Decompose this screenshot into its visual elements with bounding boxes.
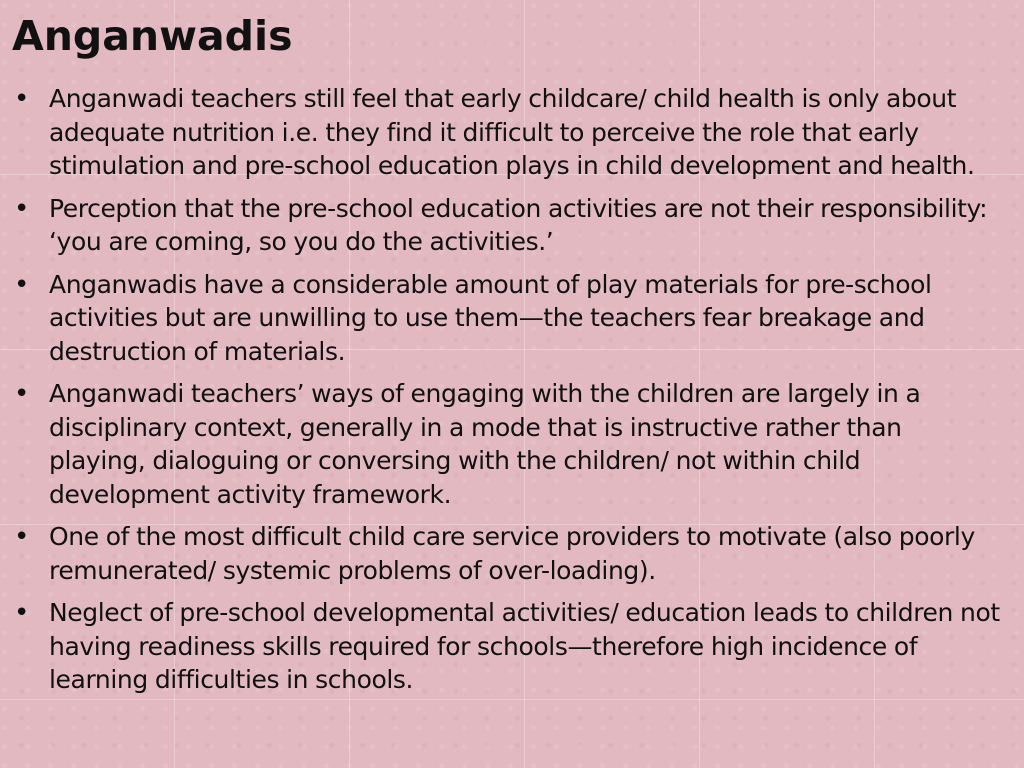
bullet-item-1 xyxy=(14,82,1004,183)
bullet-dot-icon: • xyxy=(14,269,30,300)
bullet-text: Anganwadis have a considerable amount of play materials for pre-school activities but are unwilling to use them—the teachers fear breakage and destruction of materials. xyxy=(49,269,932,366)
bullet-list xyxy=(14,82,1004,706)
bullet-text: Anganwadi teachers’ ways of engaging with the children are largely in a disciplinary context, generally in a mode that is instructive rather than playing, dialoguing or conversing with the children/ not within child development activity framework. xyxy=(49,379,921,509)
bullet-item-6 xyxy=(14,596,1004,697)
bullet-text: Perception that the pre-school education activities are not their responsibility: ‘you are coming, so you do the activities.’ xyxy=(49,193,988,256)
bullet-dot-icon: • xyxy=(14,522,30,552)
bullet-text: Neglect of pre-school developmental activities/ education leads to children not having readiness skills required for schools—therefore high incidence of learning difficulties in schools. xyxy=(49,598,1000,694)
bullet-item-2 xyxy=(14,192,1004,259)
bullet-dot-icon: • xyxy=(14,84,30,114)
bullet-dot-icon: • xyxy=(14,379,30,409)
bullet-item-4 xyxy=(14,377,1004,511)
slide-title: Anganwadis xyxy=(12,12,293,60)
bullet-dot-icon: • xyxy=(14,598,30,628)
bullet-item-3 xyxy=(14,268,1004,369)
bullet-text: Anganwadi teachers still feel that early childcare/ child health is only about adequate nutrition i.e. they find it difficult to perceive the role that early stimulation and pre-school education plays in child development and health. xyxy=(49,84,975,180)
bullet-item-5 xyxy=(14,520,1004,587)
bullet-text: One of the most difficult child care service providers to motivate (also poorly remunerated/ systemic problems of over-loading). xyxy=(49,522,975,585)
bullet-dot-icon: • xyxy=(14,193,30,224)
